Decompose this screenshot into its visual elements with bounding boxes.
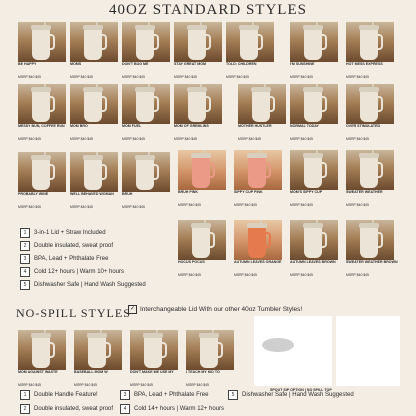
product-card[interactable] bbox=[346, 220, 398, 278]
product-card[interactable] bbox=[290, 220, 338, 278]
product-price: MSRP $40 $45 bbox=[186, 383, 209, 387]
product-name: AUTUMN LEAVES ORANGE bbox=[234, 260, 282, 264]
product-card[interactable] bbox=[178, 150, 226, 208]
product-photo bbox=[290, 84, 338, 124]
product-photo bbox=[70, 22, 118, 62]
product-price: MSRP $40 $45 bbox=[122, 137, 145, 141]
tumbler-icon bbox=[304, 156, 322, 188]
checkbox-label: Interchangeable Lid With our other 40oz Tumbler Styles! bbox=[140, 306, 303, 313]
product-photo bbox=[122, 152, 170, 192]
feature-number: 1 bbox=[20, 390, 30, 400]
feature-item bbox=[20, 390, 98, 400]
interchangeable-lid-checkbox[interactable] bbox=[128, 305, 302, 314]
product-price: MSRP $40 $45 bbox=[346, 273, 369, 277]
tumbler-icon bbox=[84, 158, 102, 190]
tumbler-icon bbox=[32, 90, 50, 122]
product-card[interactable] bbox=[70, 84, 118, 142]
product-name: AUTUMN LEAVES BROWN bbox=[290, 260, 336, 264]
product-price: MSRP $40 $45 bbox=[18, 75, 41, 79]
product-photo bbox=[174, 84, 222, 124]
product-card[interactable] bbox=[174, 84, 222, 142]
product-card[interactable] bbox=[74, 330, 122, 388]
tumbler-icon bbox=[88, 336, 106, 368]
product-name: HOCUS POCUS bbox=[178, 260, 205, 264]
product-name: TOLD: CHILDREN bbox=[226, 62, 257, 66]
tumbler-icon bbox=[136, 28, 154, 60]
product-price: MSRP $40 $45 bbox=[174, 137, 197, 141]
product-name: BRUH PINK bbox=[178, 190, 198, 194]
tumbler-icon bbox=[188, 28, 206, 60]
checkbox-icon: ✓ bbox=[129, 306, 136, 312]
product-card[interactable] bbox=[186, 330, 234, 388]
product-price: MSRP $40 $45 bbox=[74, 383, 97, 387]
product-photo bbox=[290, 22, 338, 62]
product-price: MSRP $40 $45 bbox=[122, 75, 145, 79]
product-card[interactable] bbox=[238, 84, 286, 142]
feature-number: 2 bbox=[20, 241, 30, 251]
product-name: MOM'S SIPPY CUP bbox=[290, 190, 323, 194]
product-photo bbox=[346, 220, 394, 260]
product-price: MSRP $40 $45 bbox=[70, 75, 93, 79]
product-name: BE HAPPY bbox=[18, 62, 37, 66]
product-price: MSRP $40 $45 bbox=[18, 137, 41, 141]
tumbler-icon bbox=[32, 336, 50, 368]
section-title-no-spill: NO-SPILL STYLES bbox=[16, 306, 131, 320]
product-price: MSRP $40 $45 bbox=[174, 75, 197, 79]
feature-item bbox=[228, 390, 354, 400]
feature-text: BPA, Lead + Phthalate Free bbox=[134, 392, 209, 398]
product-photo bbox=[178, 220, 226, 260]
product-card[interactable] bbox=[178, 220, 226, 278]
product-name: BASEBALL MOM W bbox=[74, 370, 108, 374]
feature-number: 2 bbox=[20, 404, 30, 414]
tumbler-icon bbox=[192, 156, 210, 188]
tumbler-icon bbox=[304, 28, 322, 60]
product-photo bbox=[346, 84, 394, 124]
product-photo bbox=[186, 330, 234, 370]
product-card[interactable] bbox=[18, 152, 66, 210]
feature-item bbox=[20, 241, 113, 251]
product-price: MSRP $40 $45 bbox=[226, 75, 249, 79]
product-name: BRUH bbox=[122, 192, 133, 196]
feature-number: 1 bbox=[20, 228, 30, 238]
tumbler-icon bbox=[360, 90, 378, 122]
product-photo bbox=[346, 150, 394, 190]
product-name: MOMS bbox=[70, 62, 82, 66]
tumbler-icon bbox=[144, 336, 162, 368]
tumbler-icon bbox=[188, 90, 206, 122]
product-name: SWEATER WEATHER bbox=[346, 190, 383, 194]
product-card[interactable] bbox=[70, 22, 118, 80]
product-name: DON'T BUG ME bbox=[122, 62, 149, 66]
product-price: MSRP $40 $45 bbox=[122, 205, 145, 209]
product-card[interactable] bbox=[130, 330, 178, 388]
tumbler-icon bbox=[192, 226, 210, 258]
product-price: MSRP $40 $45 bbox=[18, 383, 41, 387]
product-card[interactable] bbox=[18, 84, 66, 142]
product-photo bbox=[234, 220, 282, 260]
product-name: OVER STIMULATED bbox=[346, 124, 381, 128]
feature-number: 5 bbox=[20, 280, 30, 290]
product-price: MSRP $40 $45 bbox=[346, 75, 369, 79]
product-photo bbox=[18, 152, 66, 192]
tumbler-icon bbox=[32, 158, 50, 190]
feature-text: Double insulated, sweat proof bbox=[34, 243, 114, 249]
feature-text: Dishwasher Safe | Hand Wash Suggested bbox=[34, 282, 146, 288]
product-name: MOTHER HUSTLER bbox=[238, 124, 272, 128]
product-name: HOT MESS EXPRESS bbox=[346, 62, 383, 66]
feature-text: Double Handle Feature! bbox=[34, 392, 98, 398]
product-photo bbox=[174, 22, 222, 62]
product-price: MSRP $40 $45 bbox=[70, 205, 93, 209]
product-card[interactable] bbox=[346, 84, 394, 142]
tumbler-icon bbox=[360, 156, 378, 188]
feature-text: Cold 12+ hours | Warm 10+ hours bbox=[34, 269, 125, 275]
product-price: MSRP $40 $45 bbox=[130, 383, 153, 387]
product-photo bbox=[178, 150, 226, 190]
page-title: 40OZ STANDARD STYLES bbox=[109, 2, 307, 18]
tumbler-icon bbox=[304, 226, 322, 258]
product-name: NORMAL TODAY bbox=[290, 124, 319, 128]
product-card[interactable] bbox=[346, 22, 394, 80]
product-photo bbox=[226, 22, 274, 62]
product-price: MSRP $40 $45 bbox=[290, 137, 313, 141]
feature-item bbox=[120, 390, 208, 400]
product-photo bbox=[18, 22, 66, 62]
tumbler-icon bbox=[248, 226, 266, 258]
product-price: MSRP $40 $45 bbox=[290, 75, 313, 79]
product-card[interactable] bbox=[226, 22, 274, 80]
feature-text: Cold 14+ hours | Warm 12+ hours bbox=[134, 406, 225, 412]
product-photo bbox=[234, 150, 282, 190]
feature-number: 5 bbox=[228, 390, 238, 400]
product-price: MSRP $40 $45 bbox=[346, 137, 369, 141]
product-photo bbox=[18, 330, 66, 370]
product-name: SIPPY CUP PINK bbox=[234, 190, 263, 194]
product-card[interactable] bbox=[122, 152, 170, 210]
product-photo bbox=[18, 84, 66, 124]
product-name: DON'T MAKE ME USE MY bbox=[130, 370, 174, 374]
product-name: MOM BRO bbox=[70, 124, 88, 128]
product-name: I'M SUNSHINE bbox=[290, 62, 315, 66]
product-photo bbox=[346, 22, 394, 62]
product-name: WELL BEHAVED WOMAN bbox=[70, 192, 114, 196]
product-name: MESSY BUN, COFFEE RUN bbox=[18, 124, 65, 128]
feature-text: Double insulated, sweat proof bbox=[34, 406, 114, 412]
product-card[interactable] bbox=[290, 150, 338, 208]
product-price: MSRP $40 $45 bbox=[234, 273, 257, 277]
product-photo bbox=[70, 152, 118, 192]
product-photo bbox=[130, 330, 178, 370]
product-card[interactable] bbox=[290, 22, 338, 80]
product-photo bbox=[290, 150, 338, 190]
feature-number: 4 bbox=[120, 404, 130, 414]
feature-item bbox=[20, 228, 106, 238]
product-name: SWEATER WEATHER BROWN bbox=[346, 260, 398, 264]
tumbler-icon bbox=[360, 28, 378, 60]
product-price: MSRP $40 $45 bbox=[234, 203, 257, 207]
tumbler-icon bbox=[136, 90, 154, 122]
product-price: MSRP $40 $45 bbox=[178, 203, 201, 207]
product-price: MSRP $40 $45 bbox=[70, 137, 93, 141]
product-card[interactable] bbox=[346, 150, 394, 208]
product-photo bbox=[74, 330, 122, 370]
feature-number: 3 bbox=[120, 390, 130, 400]
lid-caption: SPOUT SIP OPTION | NO SPILL TOP bbox=[270, 388, 332, 392]
feature-text: 3-in-1 Lid + Straw Included bbox=[34, 230, 106, 236]
product-card[interactable] bbox=[234, 150, 282, 208]
product-card[interactable] bbox=[122, 22, 170, 80]
product-photo bbox=[238, 84, 286, 124]
product-price: MSRP $40 $45 bbox=[18, 205, 41, 209]
product-card[interactable] bbox=[18, 330, 66, 388]
tumbler-icon bbox=[84, 28, 102, 60]
feature-item bbox=[20, 267, 124, 277]
product-card[interactable] bbox=[290, 84, 338, 142]
product-price: MSRP $40 $45 bbox=[346, 203, 369, 207]
product-price: MSRP $40 $45 bbox=[290, 203, 313, 207]
product-name: MOM AGAINST WASTE bbox=[18, 370, 58, 374]
feature-item bbox=[120, 404, 224, 414]
feature-item bbox=[20, 254, 108, 264]
tumbler-icon bbox=[200, 336, 218, 368]
feature-item bbox=[20, 280, 146, 290]
tumbler-icon bbox=[304, 90, 322, 122]
product-name: MOM OF GREMLINS bbox=[174, 124, 209, 128]
product-name: I TEACH MY KID TO bbox=[186, 370, 220, 374]
product-photo bbox=[122, 84, 170, 124]
lid-photo-2 bbox=[336, 316, 400, 386]
product-card[interactable] bbox=[18, 22, 66, 80]
product-name: PROBABLY WINE bbox=[18, 192, 49, 196]
feature-number: 4 bbox=[20, 267, 30, 277]
product-name: MOM FUEL bbox=[122, 124, 142, 128]
tumbler-icon bbox=[248, 156, 266, 188]
feature-text: BPA, Lead + Phthalate Free bbox=[34, 256, 109, 262]
feature-item bbox=[20, 404, 113, 414]
tumbler-icon bbox=[32, 28, 50, 60]
product-price: MSRP $40 $45 bbox=[178, 273, 201, 277]
product-price: MSRP $40 $45 bbox=[290, 273, 313, 277]
product-card[interactable] bbox=[234, 220, 282, 278]
product-photo bbox=[70, 84, 118, 124]
product-card[interactable] bbox=[70, 152, 118, 210]
tumbler-icon bbox=[252, 90, 270, 122]
product-card[interactable] bbox=[174, 22, 222, 80]
product-name: STAY GREAT MOM bbox=[174, 62, 207, 66]
tumbler-icon bbox=[360, 226, 378, 258]
tumbler-icon bbox=[240, 28, 258, 60]
tumbler-icon bbox=[84, 90, 102, 122]
product-card[interactable] bbox=[122, 84, 170, 142]
product-photo bbox=[290, 220, 338, 260]
product-price: MSRP $40 $45 bbox=[238, 137, 261, 141]
product-photo bbox=[122, 22, 170, 62]
lid-photo-1 bbox=[254, 316, 332, 386]
tumbler-icon bbox=[136, 158, 154, 190]
feature-number: 3 bbox=[20, 254, 30, 264]
feature-text: Dishwasher Safe | Hand Wash Suggested bbox=[242, 392, 354, 398]
